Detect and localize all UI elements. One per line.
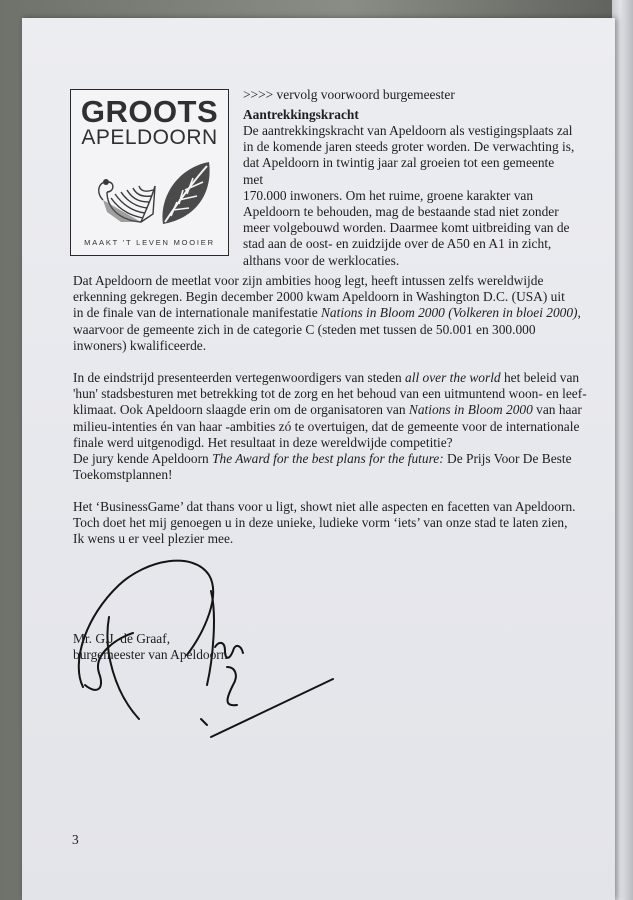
text-run: Toekomstplannen! xyxy=(73,467,173,483)
intro-line: 170.000 inwoners. Om het ruime, groene karakter van xyxy=(243,187,534,203)
continued-heading: >>>> vervolg voorwoord burgemeester xyxy=(243,87,455,102)
text-line xyxy=(73,386,588,402)
text-run: het beleid van xyxy=(500,370,580,385)
text-line xyxy=(73,451,588,467)
text-line xyxy=(73,289,588,305)
logo-title: GROOTS xyxy=(80,94,219,129)
italic-run: Nations in Bloom 2000 (Volkeren in bloei 2000) xyxy=(321,305,578,321)
italic-run: all over the world xyxy=(405,370,501,385)
text-run: in de finale van de internationale manifestatie xyxy=(73,305,321,321)
text-run: Het ‘BusinessGame’ dat thans voor u ligt, showt niet alle aspecten en facetten van Apeldoorn. xyxy=(73,499,576,514)
text-line xyxy=(73,467,588,483)
page-number: 3 xyxy=(72,832,79,847)
text-run: inwoners) kwalificeerde. xyxy=(73,337,207,353)
signatory-name: Mr. G.J. de Graaf, xyxy=(73,631,171,646)
text-run: De jury kende Apeldoorn xyxy=(73,451,213,467)
section-title: Aantrekkingskracht xyxy=(243,107,359,122)
text-run: In de eindstrijd presenteerden vertegenwoordigers van steden xyxy=(73,370,406,385)
text-line xyxy=(73,370,588,386)
peacock-leaf-icon xyxy=(81,152,219,230)
paragraph-final-result xyxy=(73,370,588,483)
text-run: 'hun' stadsbesturen met betrekking tot de zorg en het behoud van een uitmuntend woon- en leef- xyxy=(73,386,587,402)
intro-line: stad aan de oost- en zuidzijde over de A50 en A1 in zicht, xyxy=(243,236,552,252)
text-run: van haar xyxy=(532,402,582,418)
intro-line: althans voor de werklocaties. xyxy=(243,252,400,268)
intro-line: in de komende jaren steeds groter worden. De verwachting is, xyxy=(243,139,575,155)
signatory-role: burgemeester van Apeldoorn xyxy=(73,647,228,662)
intro-line: meer volgebouwd worden. Daarmee komt uitbreiding van de xyxy=(243,220,570,236)
text-line xyxy=(73,435,588,451)
italic-run: The Award for the best plans for the future: xyxy=(212,451,444,467)
paragraph-nations-in-bloom xyxy=(73,273,588,354)
text-line xyxy=(73,499,588,515)
text-line xyxy=(73,322,588,338)
groots-apeldoorn-logo xyxy=(70,89,229,256)
text-run: finale werd uitgenodigd. Het resultaat in deze wereldwijde competitie? xyxy=(73,434,453,450)
handwritten-signature xyxy=(75,555,345,785)
intro-line: dat Apeldoorn in twintig jaar zal groeien tot een gemeente met xyxy=(243,155,555,187)
intro-line: Apeldoorn te behouden, mag de bestaande stad niet zonder xyxy=(243,204,559,220)
text-line xyxy=(73,305,588,321)
text-run: erkenning gekregen. Begin december 2000 kwam Apeldoorn in Washington D.C. (USA) uit xyxy=(73,289,565,305)
text-run: De Prijs Voor De Beste xyxy=(443,451,572,467)
text-run: , xyxy=(577,305,581,321)
text-line xyxy=(73,515,588,531)
text-line xyxy=(73,402,588,418)
text-run: Ik wens u er veel plezier mee. xyxy=(73,531,234,547)
next-page-edge xyxy=(612,0,633,900)
text-run: milieu-intenties én van haar -ambities zó te overtuigen, dat de gemeente voor de internationale xyxy=(73,418,580,434)
text-run: Toch doet het mij genoegen u in deze unieke, ludieke vorm ‘iets’ van onze stad te laten zien, xyxy=(73,515,568,531)
logo-tagline: MAAKT 'T LEVEN MOOIER xyxy=(84,238,215,247)
text-run: waarvoor de gemeente zich in de categorie C (steden met tussen de 50.001 en 300.000 xyxy=(73,321,536,337)
intro-line: De aantrekkingskracht van Apeldoorn als vestigingsplaats zal xyxy=(243,123,573,138)
text-run: klimaat. Ook Apeldoorn slaagde erin om de organisatoren van xyxy=(73,402,409,418)
intro-paragraph xyxy=(243,123,575,269)
text-run: Dat Apeldoorn de meetlat voor zijn ambities hoog legt, heeft intussen zelfs wereldwijde xyxy=(73,273,544,288)
text-line xyxy=(73,273,588,289)
italic-run: Nations in Bloom 2000 xyxy=(408,402,533,418)
text-line xyxy=(73,338,588,354)
text-line xyxy=(73,419,588,435)
text-line xyxy=(73,531,588,547)
paragraph-businessgame xyxy=(73,499,588,548)
logo-subtitle: APELDOORN xyxy=(81,126,218,149)
